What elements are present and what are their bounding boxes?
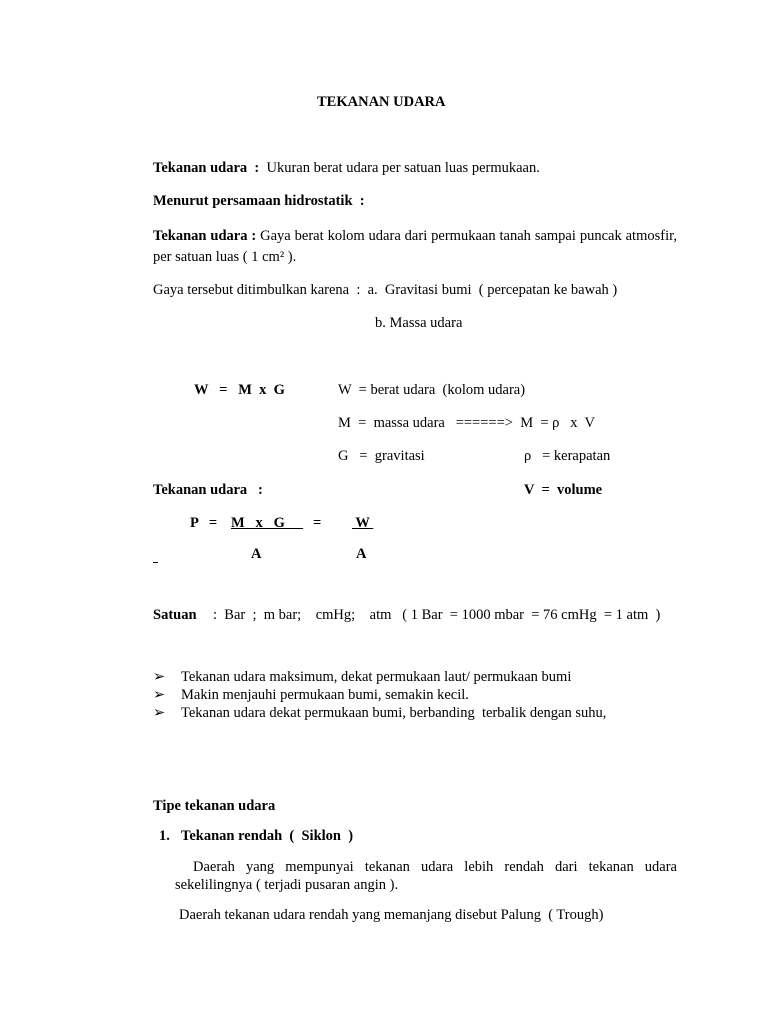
definition-term: Tekanan udara : bbox=[153, 160, 260, 176]
pressure-formula-denominator-2: A bbox=[356, 546, 367, 562]
pressure-formula-p: P = bbox=[190, 515, 218, 531]
pressure-formula-w: W bbox=[352, 515, 374, 531]
type1-paragraph-2: Daerah tekanan udara rendah yang memanjang disebut Palung ( Trough) bbox=[179, 907, 604, 923]
formula-m-definition: M = massa udara ======> M = ρ x V bbox=[338, 415, 595, 431]
cause-line-b: b. Massa udara bbox=[375, 315, 463, 331]
units-label: Satuan bbox=[153, 607, 197, 623]
formula-v-definition: V = volume bbox=[524, 482, 603, 498]
formula-w-definition: W = berat udara (kolom udara) bbox=[338, 382, 526, 398]
formula-g-definition: G = gravitasi bbox=[338, 448, 425, 464]
hydrostatic-heading: Menurut persamaan hidrostatik : bbox=[153, 193, 365, 209]
definition-line-1 bbox=[153, 160, 540, 177]
units-text: : Bar ; m bar; cmHg; atm ( 1 Bar = 1000 mbar = 76 cmHg = 1 atm ) bbox=[213, 607, 661, 623]
list-item: Tekanan udara maksimum, dekat permukaan laut/ permukaan bumi bbox=[181, 669, 572, 685]
definition-term: Tekanan udara : bbox=[153, 228, 257, 244]
types-heading: Tipe tekanan udara bbox=[153, 798, 276, 814]
page-title: TEKANAN UDARA bbox=[317, 94, 446, 110]
bullet-arrow-icon: ➢ bbox=[153, 669, 166, 685]
bullet-arrow-icon: ➢ bbox=[153, 687, 166, 703]
definition-text: Ukuran berat udara per satuan luas permukaan. bbox=[259, 160, 540, 176]
formula-rho-definition: ρ = kerapatan bbox=[524, 448, 611, 464]
pressure-formula-numerator: M x G bbox=[231, 515, 304, 531]
formula-main: W = M x G bbox=[194, 382, 285, 398]
definition-text: Gaya berat kolom udara dari permukaan tanah sampai puncak atmosfir, per satuan luas ( 1 cm² ). bbox=[153, 228, 677, 265]
type1-paragraph-1: Daerah yang mempunyai tekanan udara lebih rendah dari tekanan udara sekelilingnya ( terjadi pusaran angin ). bbox=[175, 859, 677, 893]
bullet-arrow-icon: ➢ bbox=[153, 705, 166, 721]
stray-underline-mark bbox=[153, 562, 158, 563]
type1-number: 1. bbox=[159, 828, 170, 844]
list-item: Tekanan udara dekat permukaan bumi, berbanding terbalik dengan suhu, bbox=[181, 705, 607, 721]
pressure-formula-denominator-1: A bbox=[251, 546, 262, 562]
type1-heading: Tekanan rendah ( Siklon ) bbox=[181, 828, 354, 844]
pressure-label: Tekanan udara : bbox=[153, 482, 263, 498]
cause-line-a: Gaya tersebut ditimbulkan karena : a. Gravitasi bumi ( percepatan ke bawah ) bbox=[153, 282, 618, 298]
pressure-formula-equals: = bbox=[313, 515, 322, 531]
list-item: Makin menjauhi permukaan bumi, semakin kecil. bbox=[181, 687, 469, 703]
definition-paragraph-2 bbox=[153, 226, 677, 268]
